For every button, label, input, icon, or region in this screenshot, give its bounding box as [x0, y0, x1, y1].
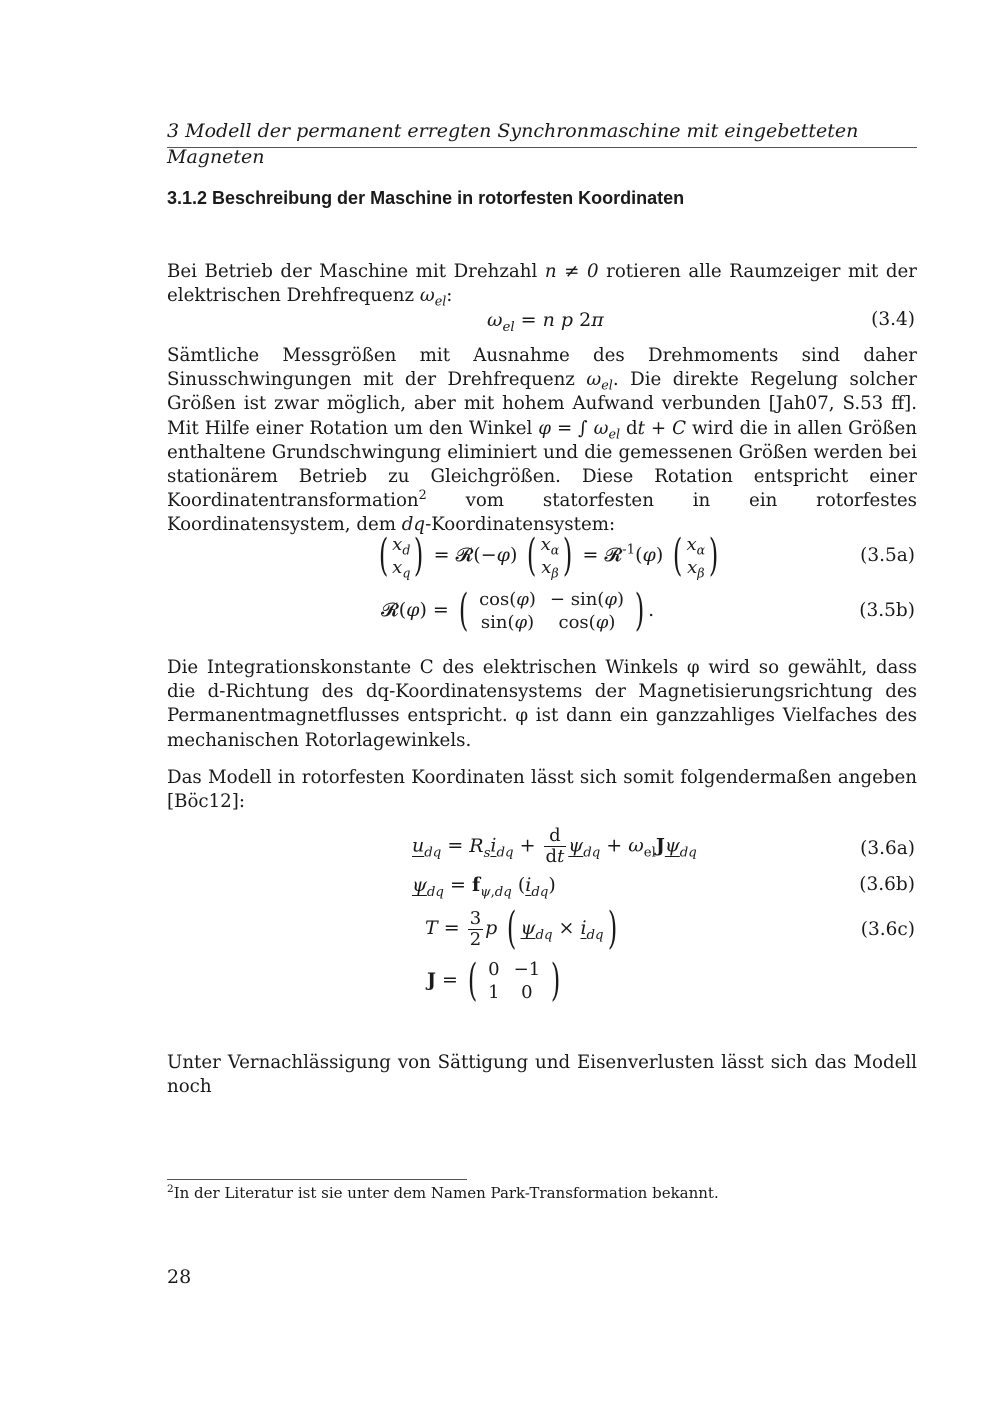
- footnote-rule: [167, 1179, 467, 1180]
- equation-3-5a: ( $x_d$ $x_q$ ) = 𝓡(−φ) ( $x_\alpha$ $x_\beta$ ) = 𝓡$^{-1}$(φ) ( $x_\alpha$ $x_\beta$ ) (3.5a): [378, 530, 915, 581]
- equation-3-6c: T = $\frac{3}{2}$ p ( $\psi_{dq} \times i_{dq}$) (3.6c): [425, 903, 915, 954]
- equation-3-6a: $u_{dq} = R_si_{dq}$ + $\frac{d}{dt}$ $\psi_{dq} + \omega_{el}J\psi_{dq}$ (3.6a): [412, 825, 915, 867]
- paragraph-1: Bei Betrieb der Maschine mit Drehzahl n ≠ 0 rotieren alle Raumzeiger mit der elektrischen Drehfrequenz $\omega_{el}$:: [167, 261, 917, 310]
- running-header: 3 Modell der permanent erregten Synchronmaschine mit eingebetteten Magneten: [167, 120, 859, 168]
- section-title: 3.1.2 Beschreibung der Maschine in rotorfesten Koordinaten: [167, 188, 685, 208]
- page-number: 28: [167, 1266, 192, 1288]
- header-rule: [167, 147, 917, 148]
- equation-3-6b: $\psi_{dq} = f_{\psi,dq}$ $(i_{dq})$ (3.6b): [412, 874, 915, 900]
- paragraph-3: Die Integrationskonstante C des elektrischen Winkels φ wird so gewählt, dass die d-Richtung des dq-Koordinatensystems der Magnetisierungsrichtung des Permanentmagnetflusses entspricht. φ ist dann ein ganzzahliges Vielfaches des mechanischen Rotorlagewinkels.: [167, 657, 917, 751]
- equation-3-4: $\omega_{el} = n$ p 2π (3.4): [487, 309, 915, 335]
- footnote: $^2$In der Literatur ist sie unter dem Namen Park-Transformation bekannt.: [167, 1183, 719, 1202]
- paragraph-5: Unter Vernachlässigung von Sättigung und Eisenverlusten lässt sich das Modell noch: [167, 1052, 917, 1098]
- paragraph-4: Das Modell in rotorfesten Koordinaten lässt sich somit folgendermaßen angeben [Böc12]:: [167, 767, 917, 813]
- equation-j-matrix: J = ( 0 −1 1 0 ): [427, 955, 561, 1006]
- paragraph-2: Sämtliche Messgrößen mit Ausnahme des Drehmoments sind daher Sinusschwingungen mit der Drehfrequenz $\omega_{el}$. Die direkte Regelung solcher Größen ist zwar möglich, aber mit hohem Aufwand verbunden [Jah07, S.53 ff]. Mit Hilfe einer Rotation um den Winkel φ = ∫ $\omega_{el}$ dt + C wird die in allen Größen enthaltene Grundschwingung eliminiert und die gemessenen Größen werden bei stationärem Betrieb zu Gleichgrößen. Diese Rotation entspricht einer Koordinatentransformation$^2$ vom statorfesten in ein rotorfestes Koordinatensystem, dem dq-Koordinatensystem:: [167, 345, 917, 536]
- equation-3-5b: 𝓡(φ) = ( cos(φ) − sin(φ) sin(φ) cos(φ) ) . (3.5b): [381, 585, 915, 636]
- footnote-marker: 2: [418, 488, 427, 504]
